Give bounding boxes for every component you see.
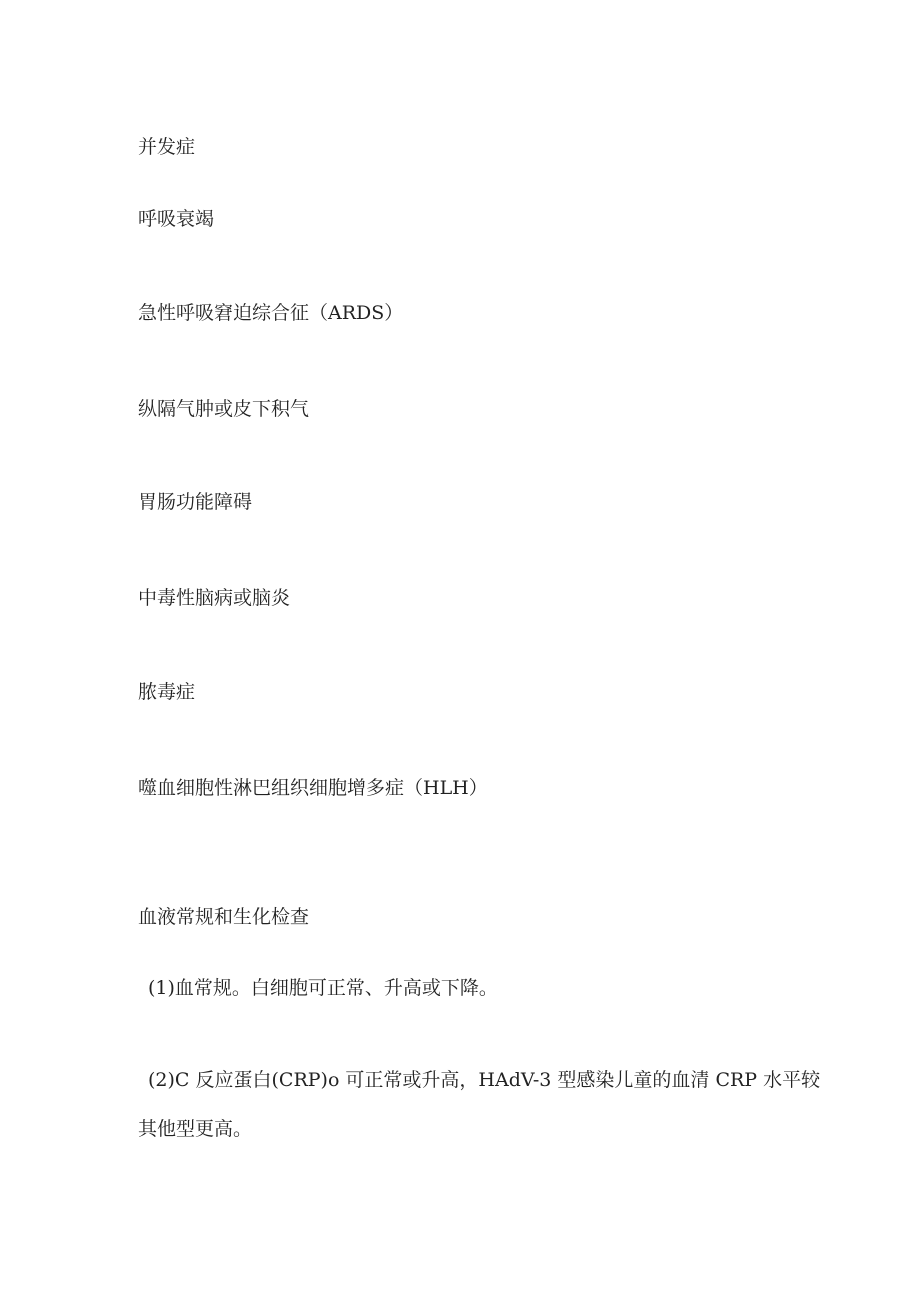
complication-item: 中毒性脑病或脑炎 bbox=[138, 587, 291, 609]
complication-item: 脓毒症 bbox=[138, 681, 196, 703]
complication-item: 噬血细胞性淋巴组织细胞增多症（HLH） bbox=[138, 777, 488, 799]
complication-item: 纵隔气肿或皮下积气 bbox=[138, 398, 310, 420]
blood-routine-paragraph: (1)血常规。白细胞可正常、升高或下降。 bbox=[148, 977, 498, 999]
complications-heading: 并发症 bbox=[138, 136, 196, 158]
crp-paragraph-line1: (2)C 反应蛋白(CRP)o 可正常或升高，HAdV-3 型感染儿童的血清 CRP 水平较 bbox=[148, 1069, 821, 1091]
blood-tests-heading: 血液常规和生化检查 bbox=[138, 906, 310, 928]
complication-item: 呼吸衰竭 bbox=[138, 208, 215, 230]
complication-item: 急性呼吸窘迫综合征（ARDS） bbox=[138, 302, 404, 324]
crp-paragraph-line2: 其他型更高。 bbox=[138, 1118, 253, 1140]
complication-item: 胃肠功能障碍 bbox=[138, 491, 253, 513]
